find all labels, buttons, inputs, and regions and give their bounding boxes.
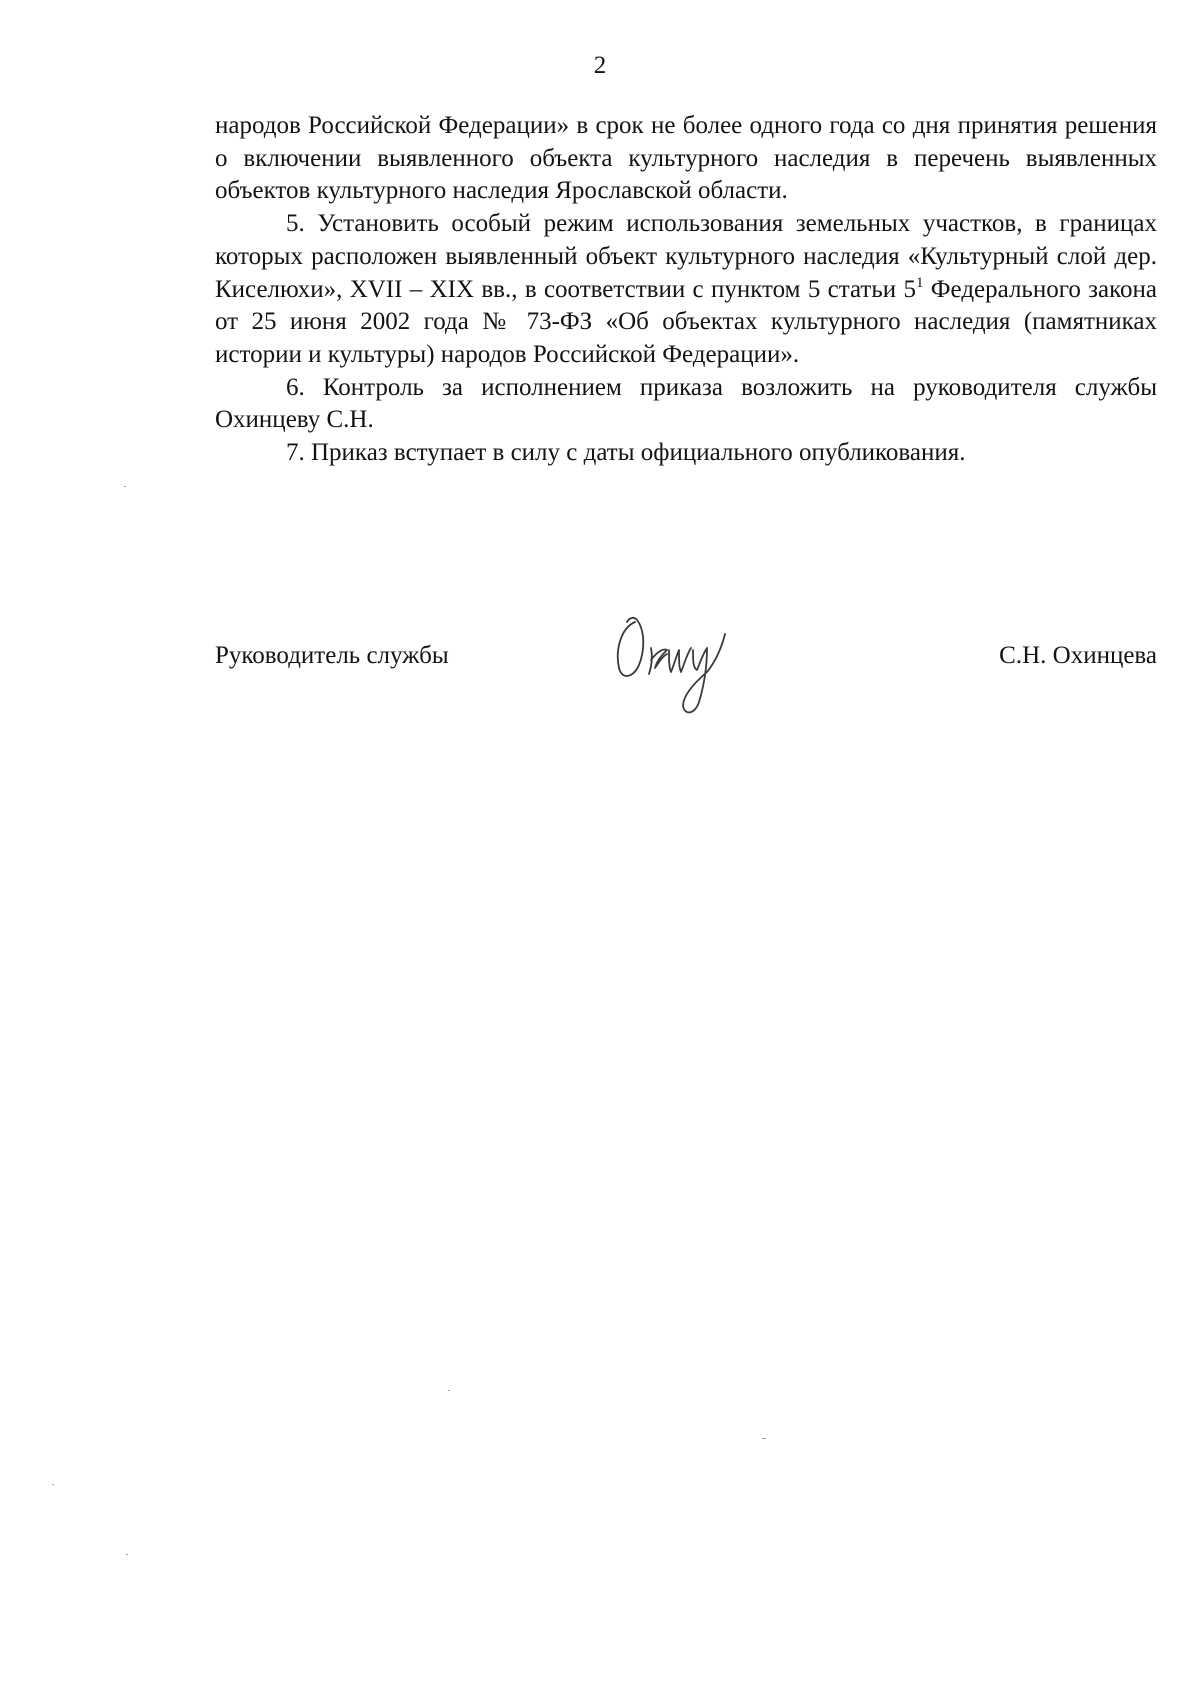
paragraph-text: 7. Приказ вступает в силу с даты официального опубликования.	[286, 439, 966, 467]
signature-block	[215, 600, 1157, 720]
scan-speck	[124, 486, 126, 487]
paragraph-continuation	[215, 110, 1157, 208]
scan-speck	[52, 1484, 54, 1485]
scan-speck	[448, 1390, 450, 1391]
paragraph-text: Федерального закона от 25 июня 2002 года № 73-ФЗ «Об объектах культурного наследия (памятниках истории и культуры) народов Российской Федерации».	[215, 275, 1157, 368]
paragraph-item-5	[215, 208, 1157, 372]
paragraph-text: 5. Установить особый режим использования земельных участков, в границах которых расположен выявленный объект культурного наследия «Культурный слой дер. Киселюхи», XVII – XIX вв., в соответствии с пунктом 5 статьи 5	[215, 210, 1157, 303]
superscript: 1	[915, 274, 924, 291]
page-number: 2	[593, 52, 607, 79]
scan-speck	[762, 1438, 766, 1439]
scan-speck	[126, 1554, 128, 1555]
handwritten-signature	[607, 610, 757, 720]
document-body	[215, 110, 1157, 470]
signer-position: Руководитель службы	[215, 642, 449, 669]
paragraph-item-7	[215, 437, 1157, 470]
paragraph-text: 6. Контроль за исполнением приказа возложить на руководителя службы Охинцеву С.Н.	[215, 373, 1157, 434]
paragraph-text: народов Российской Федерации» в срок не более одного года со дня принятия решения о включении выявленного объекта культурного наследия в перечень выявленных объектов культурного наследия Ярославской области.	[215, 112, 1157, 205]
signer-name: С.Н. Охинцева	[999, 642, 1157, 669]
paragraph-item-6	[215, 372, 1157, 437]
